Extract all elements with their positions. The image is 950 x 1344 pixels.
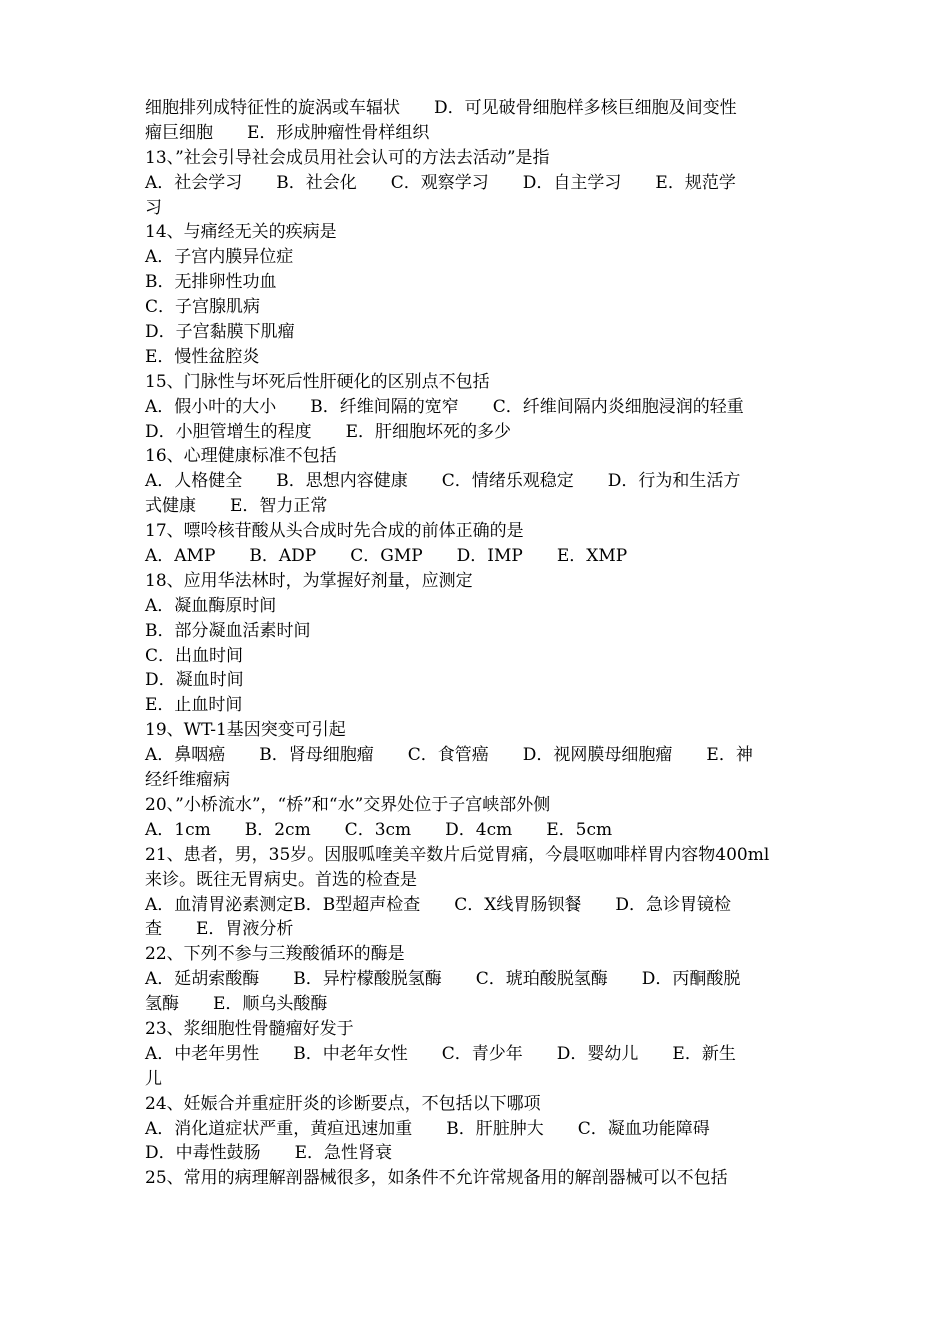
options-line: 儿 xyxy=(145,1068,162,1089)
question-21-cont: 来诊。既往无胃病史。首选的检查是 xyxy=(145,869,417,890)
options-line: A．人格健全 B．思想内容健康 C．情绪乐观稳定 D．行为和生活方 xyxy=(145,471,741,492)
options-line: D．小胆管增生的程度 E．肝细胞坏死的多少 xyxy=(145,421,512,442)
question-13: 13、”社会引导社会成员用社会认可的方法去活动”是指 xyxy=(145,147,550,168)
question-18: 18、应用华法林时，为掌握好剂量，应测定 xyxy=(145,570,473,591)
option-a: A．凝血酶原时间 xyxy=(145,595,277,616)
option-b: B．无排卵性功血 xyxy=(145,272,277,293)
question-19: 19、WT-1基因突变可引起 xyxy=(145,720,346,741)
text-line: 细胞排列成特征性的旋涡或车辐状 D．可见破骨细胞样多核巨细胞及间变性 xyxy=(145,98,737,118)
options-line: A．鼻咽癌 B．肾母细胞瘤 C．食管癌 D．视网膜母细胞瘤 E．神 xyxy=(145,745,753,766)
question-24: 24、妊娠合并重症肝炎的诊断要点，不包括以下哪项 xyxy=(145,1093,541,1114)
options-line: 氢酶 E．顺乌头酸酶 xyxy=(145,994,328,1015)
option-c: C．子宫腺肌病 xyxy=(145,297,261,318)
options-line: 习 xyxy=(145,197,162,218)
option-c: C．出血时间 xyxy=(145,645,244,666)
question-21: 21、患者，男，35岁。因服呱喹美辛数片后觉胃痛，今晨呕咖啡样胃内容物400ml xyxy=(145,844,770,865)
question-23: 23、浆细胞性骨髓瘤好发于 xyxy=(145,1018,354,1039)
document-body xyxy=(145,96,813,1191)
option-e: E．止血时间 xyxy=(145,695,243,716)
options-line: A．中老年男性 B．中老年女性 C．青少年 D．婴幼儿 E．新生 xyxy=(145,1043,736,1064)
options-line: D．中毒性鼓肠 E．急性肾衰 xyxy=(145,1143,393,1164)
options-line: A．延胡索酸酶 B．异柠檬酸脱氢酶 C．琥珀酸脱氢酶 D．丙酮酸脱 xyxy=(145,969,741,990)
options-line: A．1cm B．2cm C．3cm D．4cm E．5cm xyxy=(145,819,613,840)
question-14: 14、与痛经无关的疾病是 xyxy=(145,222,337,243)
options-line: 式健康 E．智力正常 xyxy=(145,496,328,517)
options-line: A．消化道症状严重，黄疸迅速加重 B．肝脏肿大 C．凝血功能障碍 xyxy=(145,1118,710,1139)
question-25: 25、常用的病理解剖器械很多，如条件不允许常规备用的解剖器械可以不包括 xyxy=(145,1168,728,1189)
option-b: B．部分凝血活素时间 xyxy=(145,620,311,641)
question-22: 22、下列不参与三羧酸循环的酶是 xyxy=(145,944,405,965)
options-line: A．社会学习 B．社会化 C．观察学习 D．自主学习 E．规范学 xyxy=(145,172,736,193)
question-20: 20、”小桥流水”，“桥”和“水”交界处位于子宫峡部外侧 xyxy=(145,794,551,815)
question-16: 16、心理健康标准不包括 xyxy=(145,446,337,467)
options-line: A．AMP B．ADP C．GMP D．IMP E．XMP xyxy=(145,546,628,567)
options-line: 经纤维瘤病 xyxy=(145,770,230,791)
question-17: 17、嘌呤核苷酸从头合成时先合成的前体正确的是 xyxy=(145,521,524,542)
question-15: 15、门脉性与坏死后性肝硬化的区别点不包括 xyxy=(145,371,490,392)
option-d: D．子宫黏膜下肌瘤 xyxy=(145,322,295,343)
options-line: A．血清胃泌素测定B．B型超声检查 C．X线胃肠钡餐 D．急诊胃镜检 xyxy=(145,894,732,915)
option-a: A．子宫内膜异位症 xyxy=(145,247,294,268)
options-line: 查 E．胃液分析 xyxy=(145,919,294,940)
option-e: E．慢性盆腔炎 xyxy=(145,346,260,367)
text-line: 瘤巨细胞 E．形成肿瘤性骨样组织 xyxy=(145,122,430,143)
options-line: A．假小叶的大小 B．纤维间隔的宽窄 C．纤维间隔内炎细胞浸润的轻重 xyxy=(145,396,744,417)
option-d: D．凝血时间 xyxy=(145,670,244,691)
